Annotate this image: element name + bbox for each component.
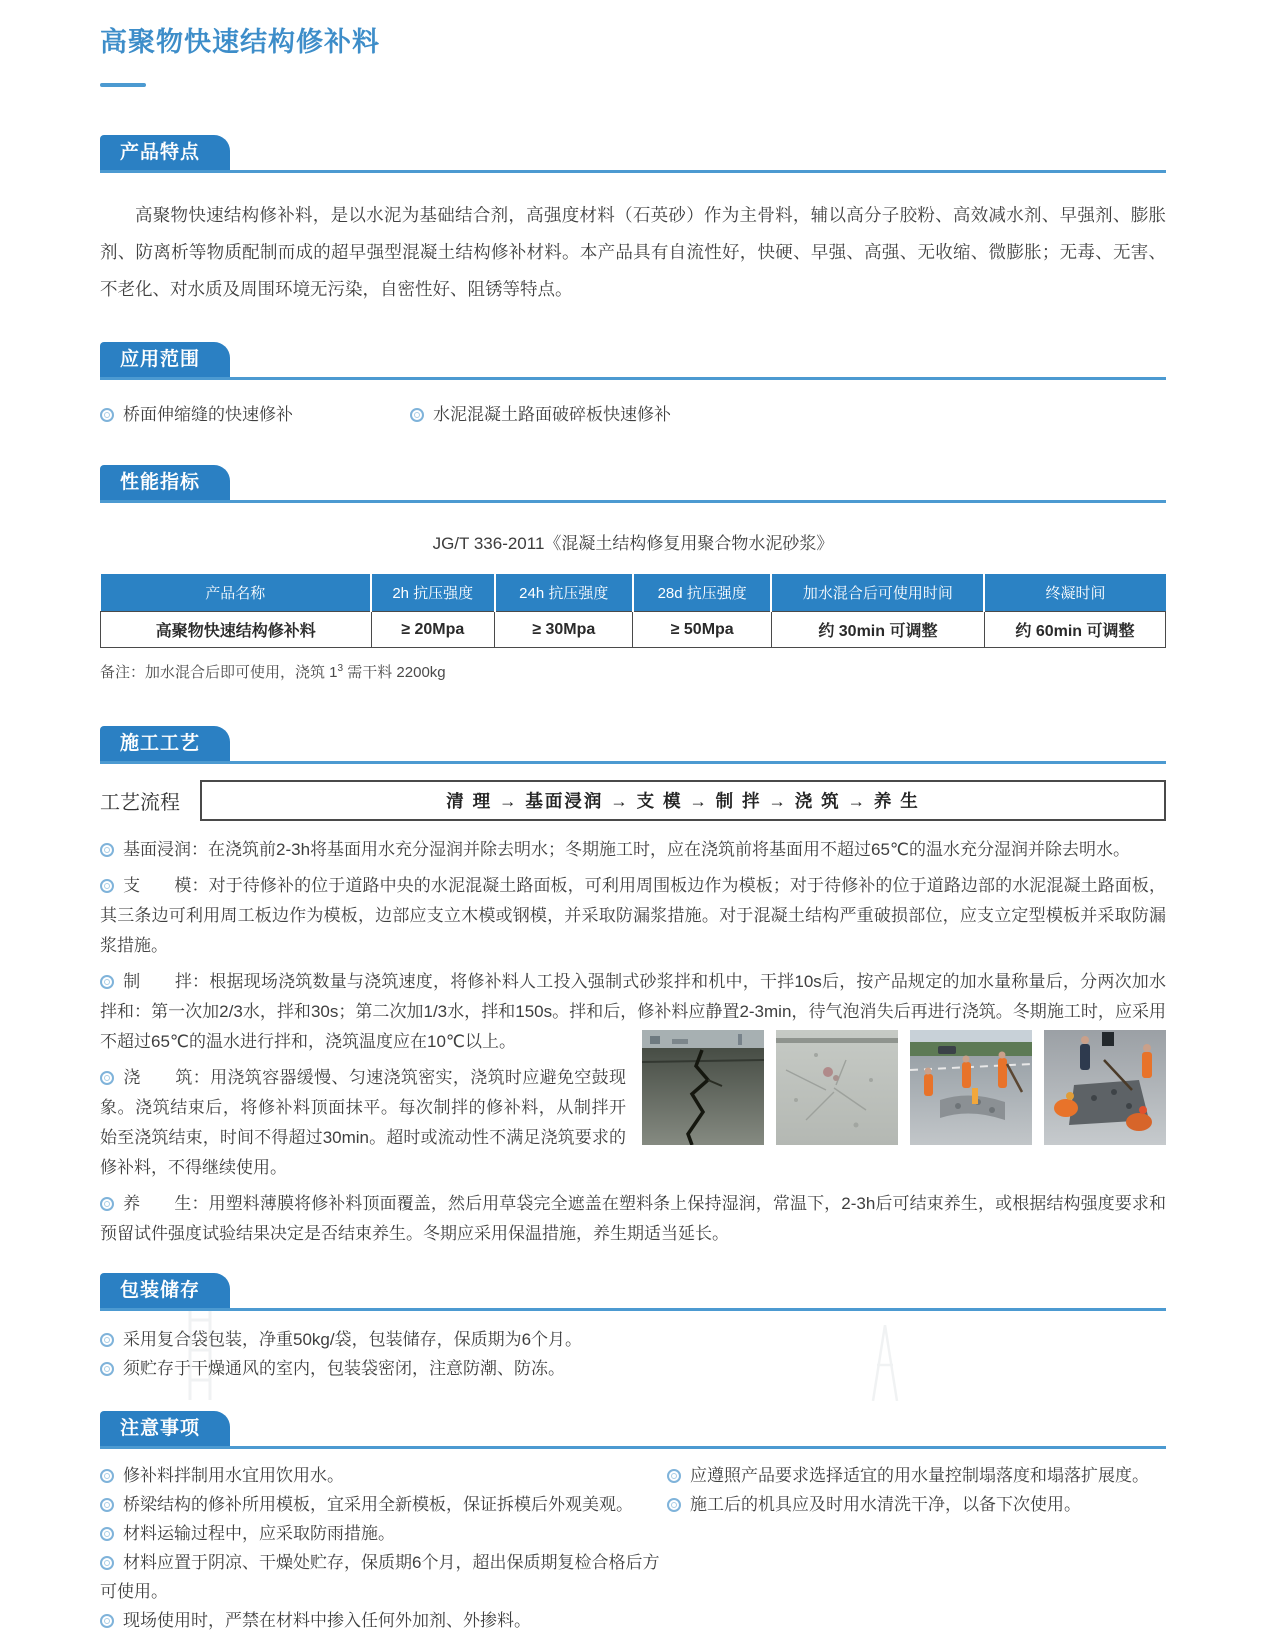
- table-cell: ≥ 20Mpa: [371, 612, 495, 648]
- column-header: 28d 抗压强度: [633, 574, 771, 612]
- table-cell: 约 60min 可调整: [984, 612, 1165, 648]
- flow-box: 清 理 → 基面浸润 → 支 模 → 制 拌 → 浇 筑 → 养 生: [200, 780, 1166, 821]
- standard-reference: JG/T 336-2011《混凝土结构修复用聚合物水泥砂浆》: [432, 534, 834, 553]
- application-item-label: 桥面伸缩缝的快速修补: [123, 405, 293, 424]
- list-item: [100, 1519, 667, 1548]
- ring-bullet-icon: [100, 1362, 114, 1376]
- flow-label: 工艺流程: [100, 792, 180, 814]
- table-header-row: [101, 574, 1166, 612]
- table-note-text: 备注：加水混合后即可使用，浇筑 1: [100, 664, 338, 681]
- column-header: 产品名称: [101, 574, 372, 612]
- section-header-notes: [100, 1411, 1166, 1449]
- table-cell: ≥ 50Mpa: [633, 612, 771, 648]
- section-tab-packaging: 包装储存: [100, 1273, 230, 1308]
- section-header-packaging: [100, 1273, 1166, 1311]
- process-flow-row: [100, 780, 1166, 821]
- section-tab-features: 产品特点: [100, 135, 230, 170]
- column-header: 2h 抗压强度: [371, 574, 495, 612]
- ring-bullet-icon: [100, 408, 114, 422]
- packaging-list: [100, 1325, 1166, 1383]
- road-repair-crew-photo: [910, 1030, 1032, 1145]
- list-item: [100, 1606, 667, 1635]
- table-cell: 高聚物快速结构修补料: [101, 612, 372, 648]
- process-step-wetting: [100, 835, 1166, 865]
- notes-left-column: [100, 1461, 667, 1635]
- ring-bullet-icon: [667, 1469, 681, 1483]
- process-step-mixing: [100, 967, 1166, 1057]
- list-item: [100, 1490, 667, 1519]
- ring-bullet-icon: [100, 1614, 114, 1628]
- ring-bullet-icon: [100, 1498, 114, 1512]
- notes-right-column: [667, 1461, 1166, 1635]
- process-step-formwork: [100, 871, 1166, 961]
- fresh-concrete-surface-photo: [776, 1030, 898, 1145]
- process-steps: [100, 835, 1166, 1249]
- note-item-label: 现场使用时，严禁在材料中掺入任何外加剂、外掺料。: [123, 1611, 531, 1630]
- table-note-sup: 3: [337, 663, 344, 674]
- ring-bullet-icon: [100, 975, 114, 989]
- note-item-label: 应遵照产品要求选择适宜的用水量控制塌落度和塌落扩展度。: [690, 1466, 1149, 1485]
- ring-bullet-icon: [100, 1333, 114, 1347]
- section-header-applications: [100, 342, 1166, 380]
- material-pouring-crew-photo: [1044, 1030, 1166, 1145]
- ring-bullet-icon: [100, 1197, 114, 1211]
- ring-bullet-icon: [100, 1071, 114, 1085]
- ring-bullet-icon: [100, 879, 114, 893]
- list-item: [100, 1325, 1166, 1354]
- notes-columns: [100, 1461, 1166, 1635]
- title-underline: [100, 83, 146, 87]
- section-tab-performance: 性能指标: [100, 465, 230, 500]
- packaging-item-label: 须贮存于干燥通风的室内，包装袋密闭，注意防潮、防冻。: [123, 1359, 565, 1378]
- ring-bullet-icon: [100, 843, 114, 857]
- section-tab-process: 施工工艺: [100, 726, 230, 761]
- list-item: [100, 1461, 667, 1490]
- note-item-label: 材料应置于阴凉、干燥处贮存，保质期6个月，超出保质期复检合格后方可使用。: [100, 1553, 660, 1601]
- note-item-label: 施工后的机具应及时用水清洗干净，以备下次使用。: [690, 1495, 1081, 1514]
- packaging-item-label: 采用复合袋包装，净重50kg/袋，包装储存，保质期为6个月。: [123, 1330, 583, 1349]
- step-text: 养 生：用塑料薄膜将修补料顶面覆盖，然后用草袋完全遮盖在塑料条上保持湿润，常温下，2-3h后可结束养生，或根据结构强度要求和预留试件强度试验结果决定是否结束养生。冬期应采用保温措施，养生期适当延长。: [100, 1194, 1166, 1243]
- list-item: [100, 1354, 1166, 1383]
- step-text: 基面浸润：在浇筑前2-3h将基面用水充分湿润并除去明水；冬期施工时，应在浇筑前将基面用不超过65℃的温水充分湿润并除去明水。: [123, 840, 1131, 859]
- features-paragraph: 高聚物快速结构修补料，是以水泥为基础结合剂，高强度材料（石英砂）作为主骨料，辅以高分子胶粉、高效减水剂、早强剂、膨胀剂、防离析等物质配制而成的超早强型混凝土结构修补材料。本产品具有自流性好，快硬、早强、高强、无收缩、微膨胀；无毒、无害、不老化、对水质及周围环境无污染，自密性好、阻锈等特点。: [100, 205, 1166, 299]
- list-item: [100, 1548, 667, 1606]
- column-header: 24h 抗压强度: [495, 574, 633, 612]
- section-tab-notes: 注意事项: [100, 1411, 230, 1446]
- step-text: 超过65℃的温水进行拌和，浇筑温度应在10℃以上。: [117, 1032, 517, 1051]
- step-text: 浇 筑：用浇筑容器缓慢、匀速浇筑密实，浇筑时应避免空鼓现象。浇筑结束后，将修补料顶面抹平。每次制拌的修补料，从制拌开始至浇筑结束，时间不得超过30min。超时或流动性不满足浇筑要求的修补料，不得继续使用。: [100, 1068, 626, 1177]
- ring-bullet-icon: [100, 1469, 114, 1483]
- list-item: [667, 1461, 1166, 1490]
- applications-list: [100, 400, 1166, 425]
- application-item-label: 水泥混凝土路面破碎板快速修补: [433, 405, 671, 424]
- section-header-features: [100, 135, 1166, 173]
- list-item: [100, 400, 410, 425]
- table-note: [100, 661, 1166, 682]
- table-row: [101, 612, 1166, 648]
- list-item: [667, 1490, 1166, 1519]
- process-photo-strip: [642, 1030, 1166, 1145]
- ring-bullet-icon: [100, 1527, 114, 1541]
- list-item: [410, 400, 671, 425]
- table-cell: 约 30min 可调整: [771, 612, 984, 648]
- note-item-label: 桥梁结构的修补所用模板，宜采用全新模板，保证拆模后外观美观。: [123, 1495, 633, 1514]
- section-tab-applications: 应用范围: [100, 342, 230, 377]
- step-text: 制 拌：根据现场浇筑数量与浇筑速度，将修补料人工投入强制式砂浆拌和机中，干拌10s后，按产品规定的加水量称量后，分两次加水拌和：第一次加2/3水，拌和30s；第二次加1/3水，拌和150s。拌和后，修补料应静置2-3min，待气泡消失后再进行浇筑。冬期施工时，应采用不: [100, 972, 1166, 1051]
- table-cell: ≥ 30Mpa: [495, 612, 633, 648]
- column-header: 加水混合后可使用时间: [771, 574, 984, 612]
- note-item-label: 材料运输过程中，应采取防雨措施。: [123, 1524, 395, 1543]
- ring-bullet-icon: [667, 1498, 681, 1512]
- note-item-label: 修补料拌制用水宜用饮用水。: [123, 1466, 344, 1485]
- step-text: 支 模：对于待修补的位于道路中央的水泥混凝土路面板，可利用周围板边作为模板；对于待修补的位于道路边部的水泥混凝土路面板，其三条边可利用周工板边作为模板，边部应支立木模或钢模，并采取防漏浆措施。对于混凝土结构严重破损部位，应支立定型模板并采取防漏浆措施。: [100, 876, 1166, 955]
- column-header: 终凝时间: [984, 574, 1165, 612]
- process-step-curing: [100, 1189, 1166, 1249]
- cracked-pavement-photo: [642, 1030, 764, 1145]
- page-title: 高聚物快速结构修补料: [100, 27, 380, 57]
- ring-bullet-icon: [100, 1556, 114, 1570]
- ring-bullet-icon: [410, 408, 424, 422]
- table-note-text: 需干料 2200kg: [343, 664, 446, 681]
- section-header-performance: [100, 465, 1166, 503]
- performance-table: [100, 574, 1166, 648]
- section-header-process: [100, 726, 1166, 764]
